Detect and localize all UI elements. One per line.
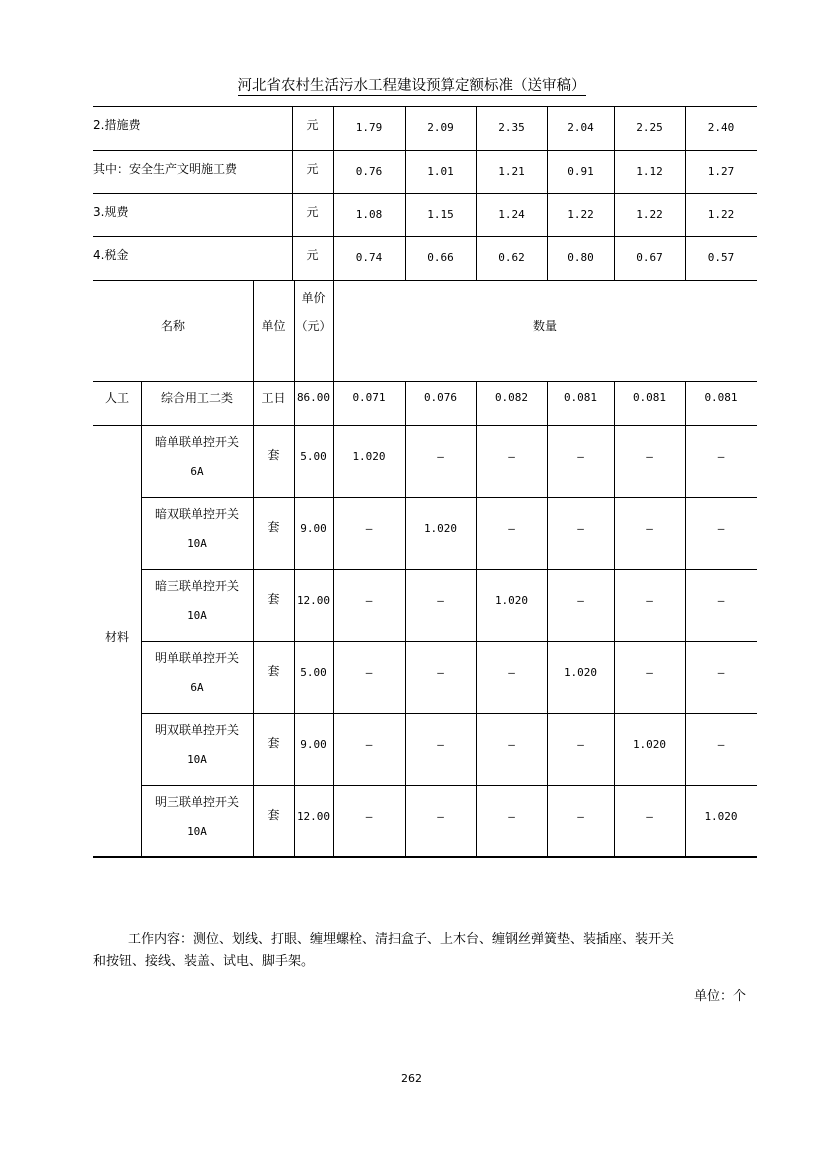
material-name: 明单联单控开关 [154,651,239,665]
fee-row-value: 1.79 [355,121,383,134]
fee-row-label: 3.规费 [93,205,129,219]
labor-name: 综合用工二类 [160,391,233,405]
material-value: – [437,810,444,823]
material-value: 1.020 [352,450,386,463]
material-price: 12.00 [296,594,331,607]
material-value: – [508,810,515,823]
fee-row-unit: 元 [306,118,319,132]
material-unit: 套 [267,592,280,606]
fee-row-value: 1.15 [427,208,454,221]
grid-line [141,641,757,642]
material-name: 明双联单控开关 [154,723,239,737]
header-name: 名称 [160,319,185,333]
fee-row-value: 2.25 [636,121,663,134]
material-value: – [437,594,444,607]
header-price-unit: （元） [295,319,332,333]
fee-row-value: 1.22 [707,208,735,221]
material-unit: 套 [267,520,280,534]
labor-value: 0.081 [563,391,598,404]
grid-line [141,785,757,786]
grid-line [93,193,757,194]
fee-row-value: 1.24 [498,208,525,221]
material-value: – [646,810,653,823]
work-content-line2: 和按钮、接线、装盖、试电、脚手架。 [93,954,315,969]
labor-value: 0.082 [494,391,529,404]
material-name: 暗双联单控开关 [154,507,239,521]
material-value: – [577,450,584,463]
fee-row-value: 0.80 [567,251,594,264]
material-value: 1.020 [563,666,598,679]
fee-row-value: 1.01 [427,165,454,178]
material-value: – [717,450,725,463]
fee-row-value: 0.57 [707,251,735,264]
material-name: 暗单联单控开关 [154,435,239,449]
material-price: 9.00 [300,522,327,535]
page-number: 262 [401,1072,422,1085]
material-unit: 套 [267,736,280,750]
fee-row-value: 1.22 [636,208,663,221]
material-value: 1.020 [632,738,667,751]
material-value: – [437,666,444,679]
work-content-line1: 工作内容：测位、划线、打眼、缠埋螺栓、清扫盒子、上木台、缠钢丝弹簧垫、装插座、装开关 [128,932,675,947]
material-value: – [365,666,373,679]
material-unit: 套 [267,808,280,822]
fee-row-value: 2.04 [567,121,594,134]
material-value: – [717,522,725,535]
labor-unit: 工日 [261,391,286,405]
material-value: – [577,522,584,535]
grid-line [93,425,757,426]
material-value: – [365,810,373,823]
material-value: – [508,666,515,679]
fee-row-value: 0.66 [427,251,454,264]
fee-row-unit: 元 [306,205,319,219]
material-price: 5.00 [300,450,327,463]
fee-row-value: 0.91 [567,165,594,178]
material-value: – [646,666,653,679]
material-value: – [508,450,515,463]
material-value: – [577,594,584,607]
fee-row-value: 2.40 [707,121,735,134]
material-spec: 6A [190,465,204,478]
material-value: – [717,738,725,751]
material-value: – [646,522,653,535]
material-spec: 10A [187,609,207,622]
material-value: – [365,522,373,535]
fee-row-value: 0.62 [498,251,525,264]
header-unit: 单位 [261,319,286,333]
grid-line [93,280,757,281]
header-quantity: 数量 [532,319,557,333]
grid-line [141,497,757,498]
grid-line [141,569,757,570]
materials-category: 材料 [104,630,129,644]
grid-line [93,150,757,151]
material-name: 暗三联单控开关 [154,579,239,593]
fee-row-label: 2.措施费 [93,118,141,132]
fee-row-value: 0.67 [636,251,663,264]
material-value: – [717,666,725,679]
material-value: – [577,738,584,751]
labor-value: 0.076 [423,391,458,404]
material-value: – [577,810,584,823]
material-value: 1.020 [494,594,529,607]
document-title-text: 河北省农村生活污水工程建设预算定额标准（送审稿） [237,78,586,94]
material-value: – [365,738,373,751]
material-price: 5.00 [300,666,327,679]
labor-category: 人工 [104,391,129,405]
material-value: – [717,594,725,607]
material-price: 12.00 [296,810,331,823]
fee-row-label: 其中：安全生产文明施工费 [93,162,238,176]
material-value: – [437,738,444,751]
material-value: 1.020 [423,522,458,535]
grid-line [93,381,757,382]
material-value: – [508,738,515,751]
labor-value: 0.071 [352,391,386,404]
material-value: – [646,450,653,463]
fee-row-value: 1.12 [636,165,663,178]
grid-line [93,236,757,237]
material-spec: 10A [187,825,207,838]
labor-value: 0.081 [704,391,738,404]
fee-row-unit: 元 [306,162,319,176]
material-value: – [437,450,444,463]
fee-row-label: 4.税金 [93,248,129,262]
fee-row-value: 1.27 [707,165,735,178]
material-value: 1.020 [704,810,738,823]
labor-price: 86.00 [296,391,331,404]
fee-row-value: 0.74 [355,251,383,264]
material-unit: 套 [267,664,280,678]
labor-value: 0.081 [632,391,667,404]
material-value: – [508,522,515,535]
fee-row-value: 0.76 [355,165,383,178]
grid-line [93,106,757,107]
fee-row-value: 1.21 [498,165,525,178]
material-price: 9.00 [300,738,327,751]
material-spec: 6A [190,681,204,694]
material-value: – [646,594,653,607]
fee-row-unit: 元 [306,248,319,262]
fee-row-value: 2.35 [498,121,525,134]
material-unit: 套 [267,448,280,462]
unit-note: 单位：个 [694,989,747,1004]
material-value: – [365,594,373,607]
document-title [0,74,823,95]
grid-line [141,713,757,714]
header-price: 单价 [301,291,326,305]
fee-row-value: 1.08 [355,208,383,221]
fee-row-value: 2.09 [427,121,454,134]
material-spec: 10A [187,537,207,550]
grid-line [93,856,757,858]
material-spec: 10A [187,753,207,766]
fee-row-value: 1.22 [567,208,594,221]
material-name: 明三联单控开关 [154,795,239,809]
